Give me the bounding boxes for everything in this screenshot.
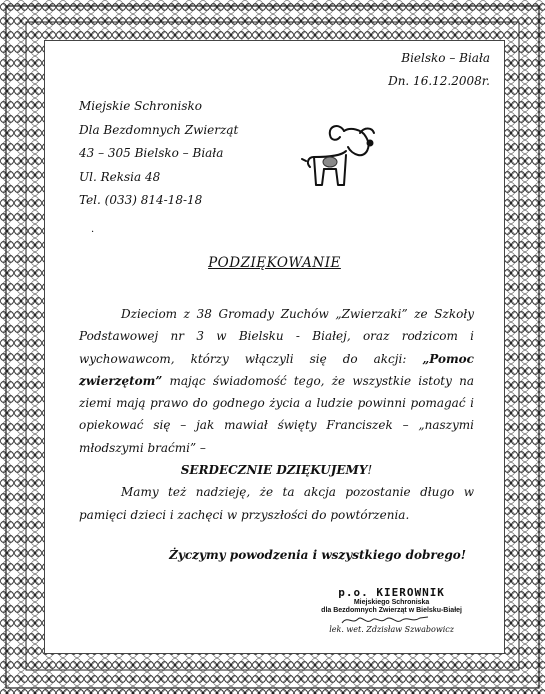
address-line: Miejskie Schronisko [79,99,202,113]
campaign-name: „Pomoc zwierzętom” [79,351,474,388]
letter-page [44,40,505,654]
address-line: Ul. Reksia 48 [79,169,161,184]
sender-address [79,95,238,213]
p1-text-b: mając świadomość tego, że wszystkie istoty na ziemi mają prawo do godnego życia a ludzie powinni pomagać i opiekować się – jak mawiał święty Franciszek – „naszymi młodszymi braćmi” – [79,373,474,455]
letter-body [79,303,474,526]
place: Bielsko – Biała [401,51,490,65]
stamp-line: Miejskiego Schroniska [353,599,430,606]
address-line: 43 – 305 Bielsko – Biała [79,146,224,160]
dog-mascot-icon [300,121,380,199]
address-line: Dla Bezdomnych Zwierząt [79,122,239,137]
thanks-line [79,459,474,481]
thanks-end: ! [367,463,373,478]
stray-mark: · [91,227,95,238]
paragraph-2: Mamy też nadzieję, że ta akcja pozostanie długo w pamięci dzieci i zachęci w przyszłości do powtórzenia. [79,485,474,522]
document-title: PODZIĘKOWANIE [208,255,341,271]
thanks-text: SERDECZNIE DZIĘKUJEMY [180,463,368,478]
paragraph-1 [79,303,474,459]
handwritten-signature [340,613,430,627]
p1-text-a: Dzieciom z 38 Gromady Zuchów „Zwierzaki” ze Szkoły Podstawowej nr 3 w Bielsku - Białej, oraz rodzicom i wychowawcom, którzy włączyli się do akcji: [79,307,474,366]
signatory-name: lek. wet. Zdzisław Szwabowicz [329,625,454,634]
closing-wish: Życzymy powodzenia i wszystkiego dobrego! [169,548,466,562]
stamp-line: dla Bezdomnych Zwierząt w Bielsku-Białej [321,607,462,614]
address-line: Tel. (033) 814-18-18 [79,193,203,207]
date: Dn. 16.12.2008r. [388,74,490,88]
signature-role: p.o. KIEROWNIK [338,586,445,599]
